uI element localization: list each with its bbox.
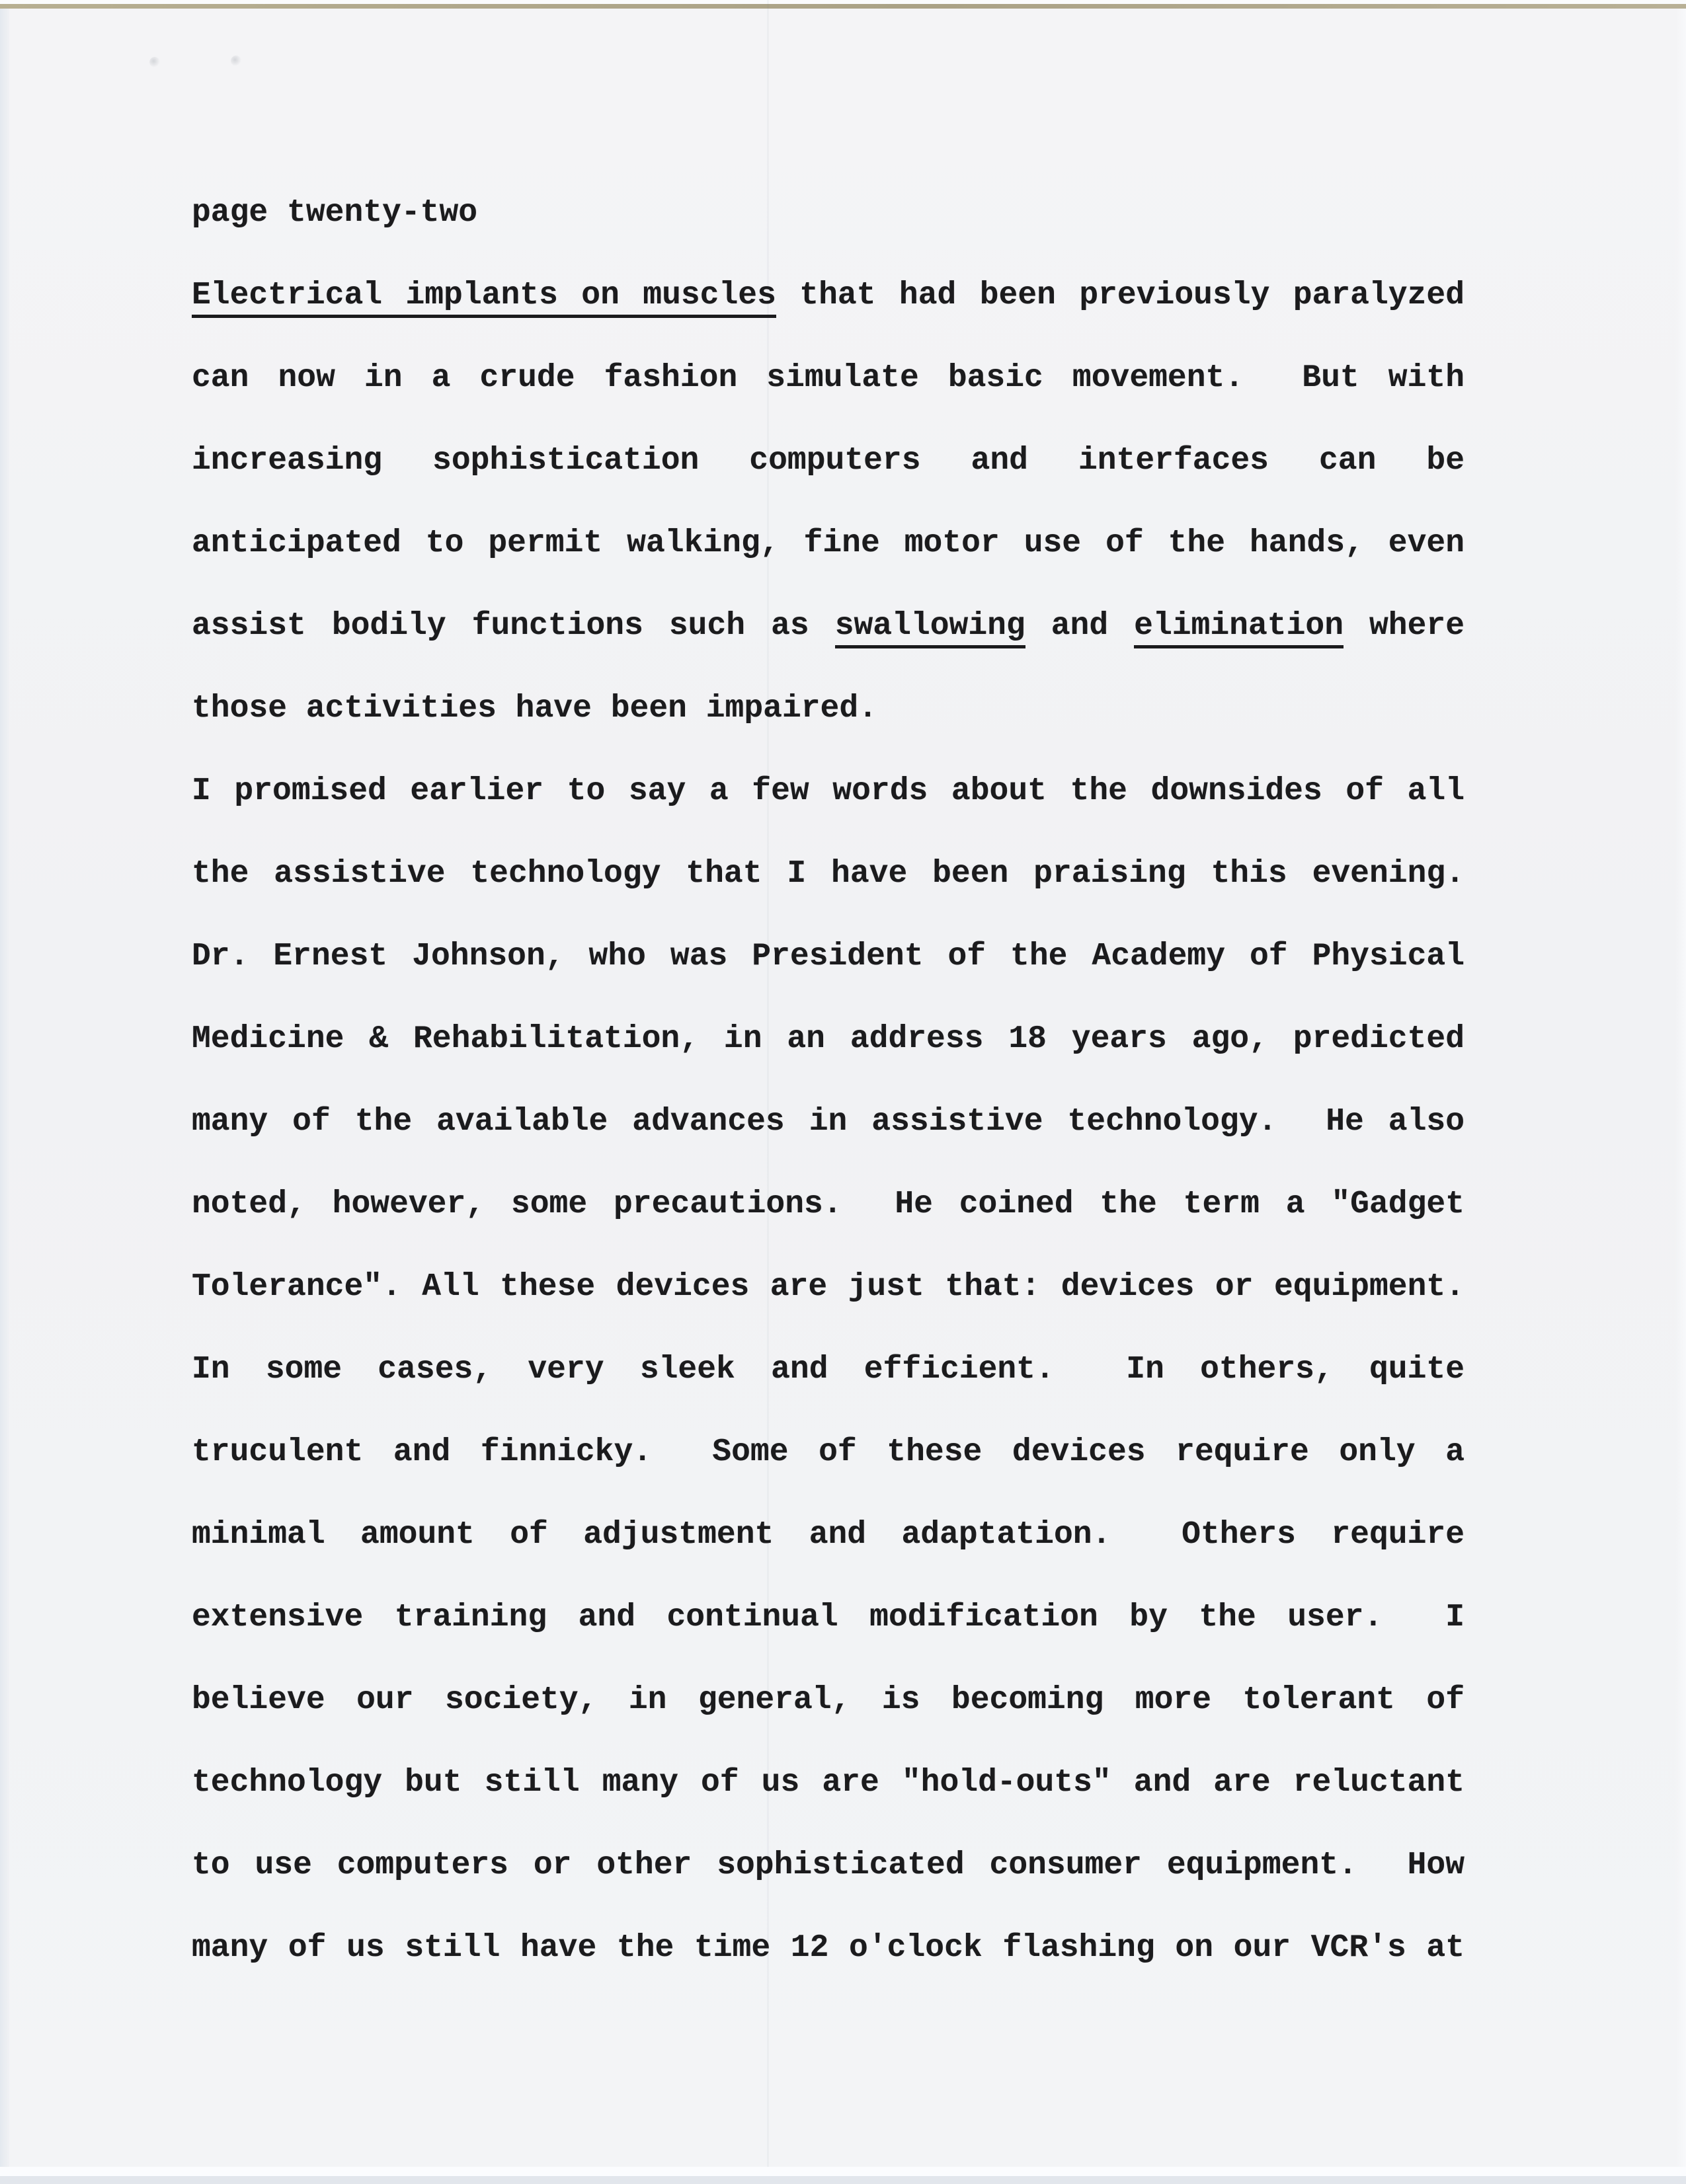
line-text: assist bodily functions such as (192, 608, 835, 644)
line-text: Medicine & Rehabilitation, in an address 18 years ago, predicted (192, 1021, 1465, 1057)
text-line (192, 585, 1465, 668)
line-text: noted, however, some precautions. He coined the term a "Gadget (192, 1187, 1465, 1222)
line-text: those activities have been impaired. (192, 691, 877, 726)
text-line (192, 1659, 1465, 1742)
typewritten-text (192, 172, 1465, 1990)
line-text: truculent and finnicky. Some of these devices require only a (192, 1434, 1465, 1470)
scan-bottom-stripe (0, 2167, 1686, 2176)
page-label (192, 172, 1465, 254)
line-text: Dr. Ernest Johnson, who was President of the Academy of Physical (192, 939, 1465, 974)
line-text: Tolerance". All these devices are just that: devices or equipment. (192, 1269, 1465, 1305)
text-line (192, 668, 1465, 750)
scan-top-edge (0, 4, 1686, 9)
line-text: can now in a crude fashion simulate basic movement. But with (192, 360, 1465, 396)
line-text: increasing sophistication computers and interfaces can be (192, 443, 1465, 479)
line-text: many of us still have the time 12 o'clock flashing on our VCR's at (192, 1930, 1465, 1966)
text-line (192, 1577, 1465, 1659)
text-line (192, 1907, 1465, 1990)
text-line (192, 1081, 1465, 1163)
text-line (192, 420, 1465, 502)
text-line (192, 1411, 1465, 1494)
text-line (192, 1824, 1465, 1907)
text-line (192, 1742, 1465, 1824)
scan-bottom-edge (0, 2176, 1686, 2184)
page-label-text: page twenty-two (192, 195, 478, 231)
line-text: technology but still many of us are "hold-outs" and are reluctant (192, 1765, 1465, 1801)
text-line (192, 1163, 1465, 1246)
paper-right-edge (1675, 0, 1686, 2184)
line-text: the assistive technology that I have been praising this evening. (192, 856, 1465, 892)
line-text: where (1344, 608, 1465, 644)
underlined-phrase: elimination (1134, 608, 1344, 648)
text-line (192, 916, 1465, 998)
text-line (192, 502, 1465, 585)
paper-speck (231, 56, 241, 66)
line-text: minimal amount of adjustment and adaptation. Others require (192, 1517, 1465, 1553)
text-line (192, 750, 1465, 833)
paper-left-edge (0, 0, 9, 2184)
line-text: that had been previously paralyzed (776, 278, 1465, 313)
line-text: In some cases, very sleek and efficient. In others, quite (192, 1352, 1465, 1387)
underlined-phrase: swallowing (835, 608, 1025, 648)
paper-speck (149, 57, 160, 67)
text-line (192, 1246, 1465, 1329)
line-text: I promised earlier to say a few words about the downsides of all (192, 773, 1465, 809)
line-text: to use computers or other sophisticated consumer equipment. How (192, 1848, 1465, 1883)
line-text: and (1025, 608, 1135, 644)
line-text: many of the available advances in assistive technology. He also (192, 1104, 1465, 1140)
line-text: believe our society, in general, is becoming more tolerant of (192, 1682, 1465, 1718)
text-line (192, 337, 1465, 420)
text-line (192, 833, 1465, 916)
text-line (192, 1494, 1465, 1577)
line-text: extensive training and continual modification by the user. I (192, 1600, 1465, 1635)
line-text: anticipated to permit walking, fine motor use of the hands, even (192, 526, 1465, 561)
text-line (192, 254, 1465, 337)
text-line (192, 998, 1465, 1081)
text-line (192, 1329, 1465, 1411)
underlined-phrase: Electrical implants on muscles (192, 278, 776, 318)
